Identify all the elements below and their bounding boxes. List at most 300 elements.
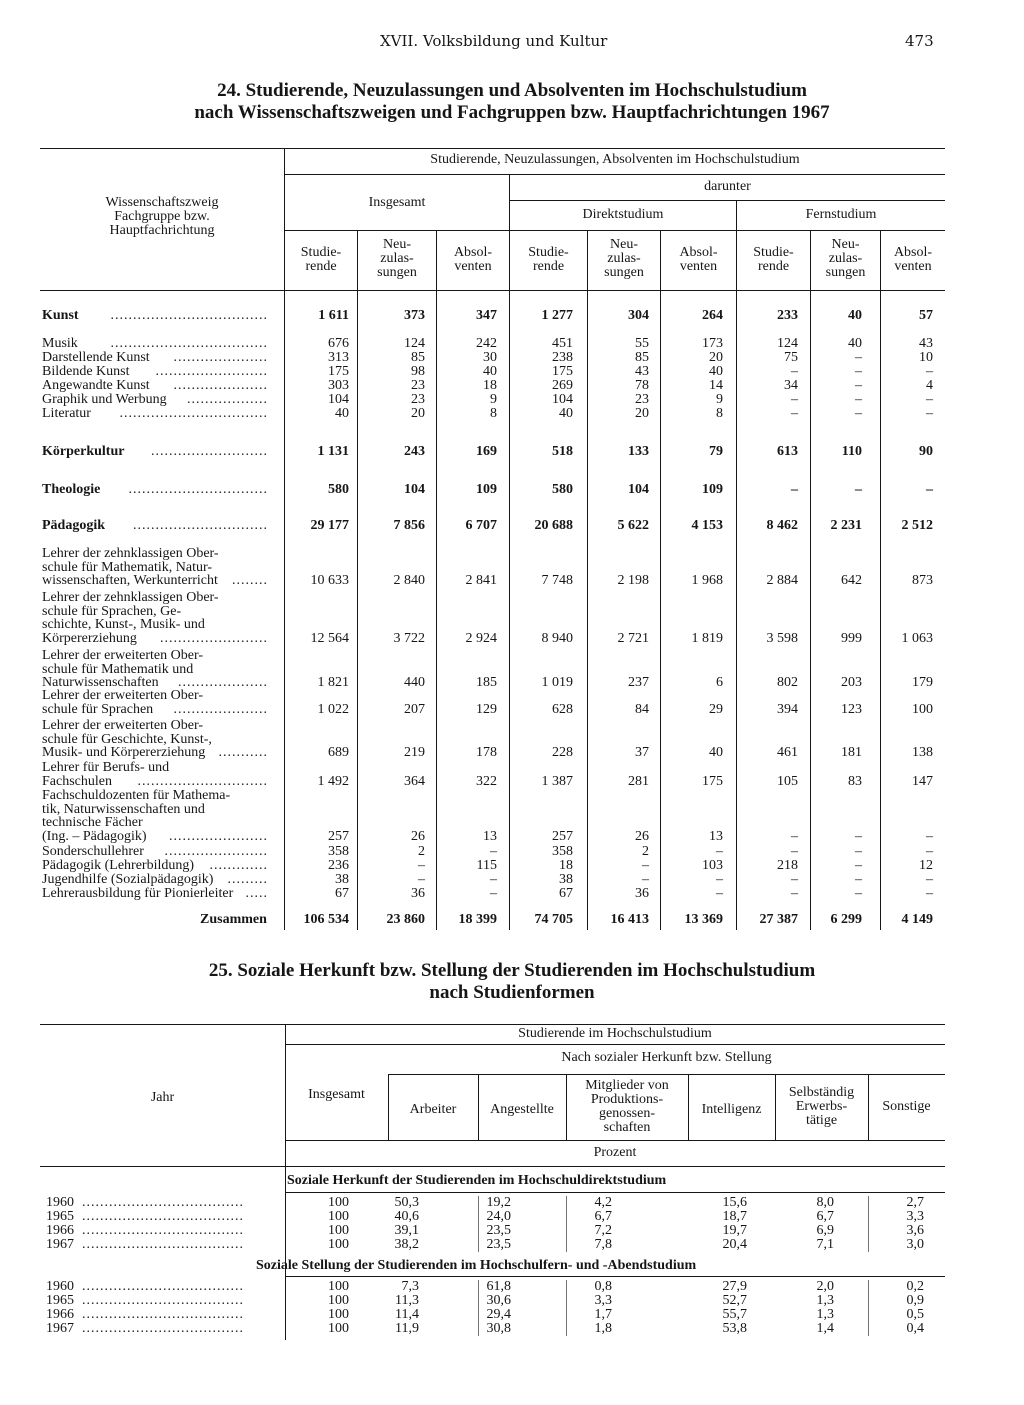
- t24-colhead-neu-1: [358, 238, 436, 280]
- t25-cell: 6,7: [594, 1209, 612, 1224]
- t25-year: 1965: [46, 1293, 74, 1308]
- t25-head-jahr: Jahr: [150, 1090, 175, 1105]
- t24-cell: 8 940: [541, 630, 573, 646]
- t24-cell: 178: [476, 745, 497, 761]
- t24-colhead-line: Absol-: [453, 245, 493, 260]
- t24-cell: –: [716, 872, 723, 887]
- t24-cell: –: [855, 392, 862, 407]
- t25-section2-heading: Soziale Stellung der Studierenden im Hochschulfern- und -Abendstudium: [256, 1258, 697, 1273]
- t24-cell: 36: [635, 886, 649, 901]
- t24-leader-dots: .................................: [119, 407, 268, 421]
- t25-row-separator: [868, 1196, 869, 1252]
- t24-cell: 20 688: [534, 518, 573, 533]
- t24-row-label: Angewandte Kunst: [42, 378, 150, 393]
- t24-cell: 40: [709, 745, 723, 761]
- t25-head-selbst: [775, 1086, 868, 1128]
- t24-cell: 43: [919, 336, 933, 351]
- t24-cell: 38: [335, 872, 349, 887]
- t24-row-label: Theologie: [42, 482, 101, 497]
- t25-cell: 8,0: [816, 1195, 834, 1210]
- t24-colhead-line: sungen: [377, 265, 417, 280]
- t24-leader-dots: .............................: [137, 774, 268, 789]
- t24-cell: 78: [635, 378, 649, 393]
- t24-cell: 1 492: [317, 773, 349, 789]
- t24-cell: 57: [919, 308, 933, 323]
- t24-row-label: Pädagogik (Lehrerbildung): [42, 858, 195, 873]
- t24-leader-dots: .....: [245, 887, 268, 901]
- t24-cell: –: [855, 378, 862, 393]
- t24-cell: 109: [476, 482, 497, 497]
- t24-colhead-line: Studie-: [753, 245, 794, 260]
- t24-vline-group: [509, 174, 510, 930]
- t24-cell: 1 063: [901, 630, 933, 646]
- t24-cell: 9: [490, 392, 497, 407]
- t24-cell: 303: [328, 378, 349, 393]
- t24-cell: 257: [552, 828, 573, 844]
- t24-cell: 85: [411, 350, 425, 365]
- t25-year: 1965: [46, 1209, 74, 1224]
- t25-row-separator: [868, 1280, 869, 1336]
- t24-row-label: Körpererziehung: [42, 630, 137, 646]
- t25-cell: 11,4: [395, 1307, 419, 1322]
- t24-head-stub: [40, 196, 284, 238]
- t25-leader-dots: ....................................: [82, 1238, 244, 1252]
- t24-cell: 243: [404, 444, 425, 459]
- t24-cell: 1 611: [318, 308, 349, 323]
- t25-head-rule-3: [285, 1140, 945, 1141]
- t25-cell: 53,8: [722, 1321, 747, 1336]
- t24-cell: –: [855, 886, 862, 901]
- t24-row-label: Fachschuldozenten für Mathema-: [42, 788, 231, 803]
- t24-cell: –: [791, 886, 798, 901]
- t24-cell: –: [716, 844, 723, 859]
- t24-cell: –: [926, 828, 933, 844]
- t24-cell: 85: [635, 350, 649, 365]
- t24-row-label: Musik: [42, 336, 78, 351]
- t25-cell: 1,7: [594, 1307, 612, 1322]
- t25-cell: 7,1: [816, 1237, 834, 1252]
- t24-cell: 23: [411, 378, 425, 393]
- t24-cell: 173: [702, 336, 723, 351]
- t25-cell: 100: [328, 1321, 349, 1336]
- t24-row-label: Lehrer der erweiterten Ober-: [42, 688, 204, 703]
- t24-cell: 613: [777, 444, 798, 459]
- t24-colhead-line: Studie-: [300, 245, 342, 260]
- t24-cell: 6 299: [830, 912, 862, 927]
- t24-cell: 27 387: [759, 912, 798, 927]
- t24-colhead-abs-2: [661, 246, 736, 274]
- t24-colhead-abs-3: [881, 246, 945, 274]
- t24-cell: –: [418, 872, 425, 887]
- t24-cell: 218: [777, 858, 798, 873]
- t24-cell: 104: [328, 392, 349, 407]
- t24-cell: 110: [841, 444, 862, 459]
- t24-row-label: Lehrer der erweiterten Ober-: [42, 718, 204, 733]
- t24-cell: 7 856: [393, 518, 425, 533]
- t25-cell: 0,8: [594, 1279, 612, 1294]
- t24-cell: 228: [552, 745, 573, 761]
- t24-cell: 79: [709, 444, 723, 459]
- t24-row-label: Jugendhilfe (Sozialpädagogik): [42, 872, 214, 887]
- t24-cell: 29: [709, 701, 723, 717]
- t25-row-separator: [566, 1196, 567, 1252]
- t24-cell: 642: [841, 573, 862, 589]
- t24-cell: 2 841: [465, 573, 497, 589]
- t24-cell: 14: [709, 378, 723, 393]
- t24-cell: 175: [328, 364, 349, 379]
- t25-leader-dots: ....................................: [82, 1280, 244, 1294]
- t24-row-label: Darstellende Kunst: [42, 350, 150, 365]
- t24-row-label: tik, Naturwissenschaften und: [42, 801, 205, 817]
- t24-row-label: Körperkultur: [42, 444, 125, 459]
- t24-leader-dots: ........................: [160, 631, 268, 646]
- t24-cell: 304: [628, 308, 649, 323]
- t24-cell: 175: [552, 364, 573, 379]
- t24-cell: 1 387: [541, 773, 573, 789]
- t25-cell: 100: [328, 1223, 349, 1238]
- t24-cell: 2 198: [617, 573, 649, 589]
- t25-cell: 2,0: [816, 1279, 834, 1294]
- t25-cell: 30,6: [486, 1293, 511, 1308]
- t24-cell: –: [855, 350, 862, 365]
- t24-cell: 347: [476, 308, 497, 323]
- t24-cell: 179: [912, 675, 933, 691]
- t25-cell: 23,5: [486, 1223, 511, 1238]
- t25-head-top: Studierende im Hochschulstudium: [518, 1026, 712, 1041]
- t24-cell: 104: [628, 482, 649, 497]
- t25-cell: 0,5: [906, 1307, 924, 1322]
- t25-cell: 0,9: [906, 1293, 924, 1308]
- t24-cell: –: [926, 872, 933, 887]
- t24-cell: 67: [559, 886, 573, 901]
- t24-colhead-neu-3: [811, 238, 880, 280]
- t24-leader-dots: ..............................: [133, 519, 268, 533]
- t25-year: 1960: [46, 1195, 74, 1210]
- t24-cell: 2 924: [465, 630, 497, 646]
- t25-head-rule-2: [388, 1074, 945, 1075]
- t25-year: 1967: [46, 1237, 74, 1252]
- t24-cell: 29 177: [310, 518, 349, 533]
- t25-row-separator: [566, 1280, 567, 1336]
- t24-colhead-line: zulas-: [828, 251, 863, 266]
- t24-cell: 264: [702, 308, 723, 323]
- t24-cell: 4: [926, 378, 933, 393]
- t24-head-rule-2: [510, 200, 945, 201]
- t24-cell: 147: [912, 773, 933, 789]
- t24-cell: 364: [404, 773, 425, 789]
- t25-cell: 0,2: [906, 1279, 924, 1294]
- t24-row-label: Fachschulen: [42, 773, 112, 789]
- t24-cell: 3 598: [766, 630, 798, 646]
- t24-cell: 238: [552, 350, 573, 365]
- t25-year: 1966: [46, 1223, 74, 1238]
- t25-selbst-line2: Erwerbs-: [795, 1099, 848, 1114]
- t24-leader-dots: ..................: [187, 393, 268, 407]
- t24-cell: 2 231: [830, 518, 862, 533]
- t25-cell: 38,2: [394, 1237, 419, 1252]
- t24-cell: 9: [716, 392, 723, 407]
- t24-cell: –: [926, 406, 933, 421]
- t25-row-separator: [478, 1280, 479, 1336]
- t24-cell: –: [490, 872, 497, 887]
- t24-colhead-line: rende: [532, 259, 565, 274]
- t24-leader-dots: .........: [227, 873, 268, 887]
- t24-cell: 67: [335, 886, 349, 901]
- t25-cell: 55,7: [722, 1307, 747, 1322]
- t24-cell: 123: [841, 701, 862, 717]
- t25-cell: 100: [328, 1237, 349, 1252]
- t24-colhead-line: sungen: [604, 265, 644, 280]
- t24-colhead-line: rende: [305, 259, 337, 274]
- t24-cell: 34: [784, 378, 798, 393]
- t25-head-sonstige: Sonstige: [882, 1099, 931, 1114]
- t24-cell: –: [490, 844, 497, 859]
- t24-cell: 26: [635, 828, 649, 844]
- t24-cell: 55: [635, 336, 649, 351]
- t24-cell: 10: [919, 350, 933, 365]
- t25-mitglieder-line4: schaften: [603, 1120, 651, 1135]
- t25-cell: 11,3: [395, 1293, 419, 1308]
- t24-leader-dots: .........................: [155, 365, 268, 379]
- t24-colhead-line: Studie-: [528, 245, 569, 260]
- t25-cell: 2,7: [906, 1195, 924, 1210]
- t24-cell: –: [926, 392, 933, 407]
- t25-section1-heading: Soziale Herkunft der Studierenden im Hochschuldirektstudium: [287, 1173, 667, 1188]
- t24-colhead-neu-2: [588, 238, 660, 280]
- t24-cell: 440: [404, 675, 425, 691]
- t24-colhead-line: zulas-: [607, 251, 641, 266]
- t24-cell: 12: [919, 858, 933, 873]
- t24-cell: –: [791, 392, 798, 407]
- t24-cell: 83: [848, 773, 862, 789]
- t24-cell: 12 564: [310, 630, 349, 646]
- t24-colhead-line: venten: [679, 259, 718, 274]
- t24-cell: –: [642, 858, 649, 873]
- t24-row-label: Bildende Kunst: [42, 364, 130, 379]
- t25-selbst-line3: tätige: [805, 1113, 838, 1128]
- t24-row-label: Lehrer der zehnklassigen Ober-: [42, 546, 219, 561]
- t24-leader-dots: .......................: [164, 845, 268, 859]
- t24-cell: 358: [328, 844, 349, 859]
- t24-cell: 461: [777, 745, 798, 761]
- t24-stub-line1: Wissenschaftszweig: [105, 195, 219, 210]
- t24-cell: 104: [552, 392, 573, 407]
- t24-cell: 2 721: [617, 630, 649, 646]
- t24-cell: 124: [404, 336, 425, 351]
- t24-cell: 23 860: [386, 912, 425, 927]
- t25-cell: 100: [328, 1195, 349, 1210]
- t24-cell: 1 022: [317, 701, 349, 717]
- t24-head-darunter: darunter: [704, 179, 751, 194]
- t25-cell: 6,9: [816, 1223, 834, 1238]
- t24-cell: 175: [702, 773, 723, 789]
- t25-cell: 19,2: [486, 1195, 511, 1210]
- t24-cell: 20: [635, 406, 649, 421]
- t24-cell: 13 369: [684, 912, 723, 927]
- t24-cell: –: [926, 886, 933, 901]
- t25-cell: 40,6: [394, 1209, 419, 1224]
- t24-leader-dots: ...................................: [110, 309, 268, 323]
- t24-leader-dots: ......................: [169, 829, 268, 844]
- t24-colhead-line: Absol-: [679, 245, 718, 260]
- t24-cell: 628: [552, 701, 573, 717]
- t24-colhead-line: Neu-: [610, 237, 638, 252]
- t24-leader-dots: ..........................: [151, 445, 268, 459]
- t24-cell: 36: [411, 886, 425, 901]
- table25-title-line1: 25. Soziale Herkunft bzw. Stellung der Studierenden im Hochschulstudium: [208, 960, 816, 981]
- t24-cell: –: [855, 828, 862, 844]
- t24-cell: –: [926, 364, 933, 379]
- t24-head-direkt: Direktstudium: [582, 207, 664, 222]
- t24-leader-dots: .............: [209, 859, 268, 873]
- t24-leader-dots: .....................: [173, 379, 268, 393]
- t24-head-rule-1: [284, 174, 945, 175]
- t24-cell: 257: [328, 828, 349, 844]
- t24-row-label: Literatur: [42, 406, 91, 421]
- t24-cell: 451: [552, 336, 573, 351]
- t24-row-label: Kunst: [42, 308, 79, 323]
- t25-cell: 3,0: [906, 1237, 924, 1252]
- t24-row-label: (Ing. – Pädagogik): [42, 828, 147, 844]
- t24-cell: 689: [328, 745, 349, 761]
- t24-cell: 2 512: [901, 518, 933, 533]
- t24-colhead-line: sungen: [825, 265, 866, 280]
- t24-cell: –: [791, 844, 798, 859]
- t25-mitglieder-line3: genossen-: [599, 1106, 655, 1121]
- t24-cell: 20: [709, 350, 723, 365]
- t25-row-separator: [478, 1196, 479, 1252]
- t24-cell: 169: [476, 444, 497, 459]
- t24-cell: –: [791, 364, 798, 379]
- t24-cell: 40: [709, 364, 723, 379]
- t24-row-label: schule für Geschichte, Kunst-,: [42, 731, 212, 747]
- t25-cell: 1,4: [816, 1321, 834, 1336]
- t25-cell: 23,5: [486, 1237, 511, 1252]
- t24-row-label: Musik- und Körpererziehung: [42, 745, 206, 761]
- t24-head-fern: Fernstudium: [805, 207, 877, 222]
- t25-head-nach: Nach sozialer Herkunft bzw. Stellung: [561, 1050, 772, 1065]
- t25-cell: 18,7: [722, 1209, 747, 1224]
- t25-cell: 30,8: [486, 1321, 511, 1336]
- t25-head-intelligenz: Intelligenz: [701, 1102, 762, 1117]
- t25-leader-dots: ....................................: [82, 1210, 244, 1224]
- t24-row-label: Sonderschullehrer: [42, 844, 144, 859]
- t24-cell: 233: [777, 308, 798, 323]
- t24-cell: 237: [628, 675, 649, 691]
- t24-cell: 999: [841, 630, 862, 646]
- t24-cell: 18: [483, 378, 497, 393]
- t24-cell: 281: [628, 773, 649, 789]
- t25-cell: 15,6: [722, 1195, 747, 1210]
- t25-leader-dots: ....................................: [82, 1322, 244, 1336]
- t24-cell: 1 019: [541, 675, 573, 691]
- t24-cell: –: [926, 482, 933, 497]
- t24-cell: –: [791, 406, 798, 421]
- t24-cell: 109: [702, 482, 723, 497]
- t24-cell: 16 413: [610, 912, 649, 927]
- t24-cell: 1 968: [691, 573, 723, 589]
- t24-leader-dots: ...............................: [128, 483, 268, 497]
- t24-cell: 115: [476, 858, 497, 873]
- t24-leader-dots: .....................: [173, 351, 268, 365]
- t24-leader-dots: ...........: [218, 746, 268, 760]
- t25-cell: 4,2: [594, 1195, 612, 1210]
- t25-cell: 20,4: [722, 1237, 747, 1252]
- chapter-heading: XVII. Volksbildung und Kultur: [380, 32, 608, 50]
- t25-selbst-line1: Selbständig: [788, 1085, 855, 1100]
- t24-cell: –: [791, 828, 798, 844]
- t24-leader-dots: ....................: [178, 676, 268, 690]
- t24-cell: 84: [635, 701, 649, 717]
- t24-cell: 18: [559, 858, 573, 873]
- t25-leader-dots: ....................................: [82, 1294, 244, 1308]
- table25-title: [40, 960, 984, 1004]
- t25-year: 1967: [46, 1321, 74, 1336]
- t24-cell: –: [716, 886, 723, 901]
- t24-colhead-line: Neu-: [383, 237, 411, 252]
- t24-cell: 37: [635, 745, 649, 761]
- t24-cell: 98: [411, 364, 425, 379]
- t24-row-label: schule für Mathematik, Natur-: [42, 559, 212, 575]
- t24-cell: –: [855, 872, 862, 887]
- t24-leader-dots: ........: [232, 574, 268, 588]
- t24-cell: –: [855, 364, 862, 379]
- t25-cell: 100: [328, 1293, 349, 1308]
- t24-cell: 40: [848, 336, 862, 351]
- t24-cell: 4 149: [901, 912, 933, 927]
- t24-cell: 138: [912, 745, 933, 761]
- t24-cell: 7 748: [541, 573, 573, 589]
- t24-row-label: Lehrerausbildung für Pionierleiter: [42, 886, 234, 901]
- t24-cell: 394: [777, 701, 798, 717]
- t25-mitglieder-line2: Produktions-: [590, 1092, 664, 1107]
- t24-cell: –: [855, 406, 862, 421]
- t25-cell: 11,9: [395, 1321, 419, 1336]
- t24-row-label: Naturwissenschaften: [42, 675, 159, 691]
- table25-title-line2: nach Studienformen: [429, 982, 595, 1003]
- t24-cell: 133: [628, 444, 649, 459]
- t25-cell: 50,3: [394, 1195, 419, 1210]
- t25-top-rule: [40, 1024, 945, 1025]
- t24-cell: 40: [559, 406, 573, 421]
- t24-cell: 580: [552, 482, 573, 497]
- t24-cell: 322: [476, 773, 497, 789]
- t24-row-label: schule für Sprachen, Ge-: [42, 603, 182, 619]
- t24-cell: 373: [404, 308, 425, 323]
- t24-row-label: technische Fächer: [42, 815, 143, 831]
- t24-cell: 269: [552, 378, 573, 393]
- table24-title-line1: 24. Studierende, Neuzulassungen und Absolventen im Hochschulstudium: [217, 80, 807, 101]
- t25-cell: 7,3: [401, 1279, 419, 1294]
- t25-cell: 100: [328, 1209, 349, 1224]
- t24-cell: 104: [404, 482, 425, 497]
- t24-cell: 103: [702, 858, 723, 873]
- t24-cell: 129: [476, 701, 497, 717]
- t24-colhead-line: venten: [454, 259, 492, 274]
- t24-cell: 2 840: [393, 573, 425, 589]
- t24-cell: 18 399: [458, 912, 497, 927]
- t25-cell: 3,3: [906, 1209, 924, 1224]
- t24-cell: –: [490, 886, 497, 901]
- t25-cell: 100: [328, 1279, 349, 1294]
- t25-cell: 7,2: [594, 1223, 612, 1238]
- t24-cell: 5 622: [617, 518, 649, 533]
- t24-colhead-abs-1: [437, 246, 509, 274]
- t24-row-label: wissenschaften, Werkunterricht: [42, 573, 218, 589]
- table24-title: [40, 80, 984, 124]
- t24-cell: 20: [411, 406, 425, 421]
- t24-cell: 30: [483, 350, 497, 365]
